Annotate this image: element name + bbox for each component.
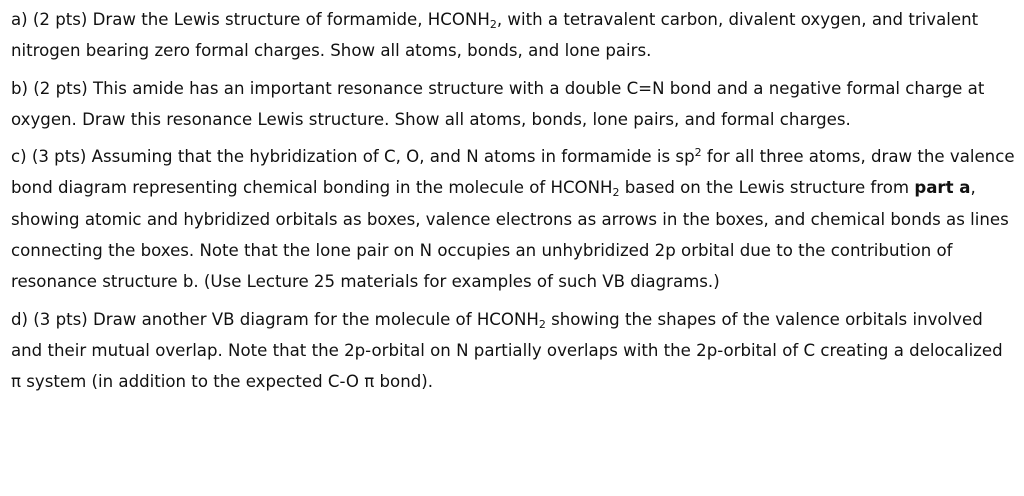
question-d-text-1: d) (3 pts) Draw another VB diagram for the molecule of HCONH xyxy=(11,309,539,329)
question-c-bold-reference: part a xyxy=(914,178,971,198)
question-c-subscript: 2 xyxy=(612,186,620,200)
question-d-subscript: 2 xyxy=(538,317,546,331)
question-d xyxy=(11,304,1017,398)
question-b xyxy=(11,73,1017,136)
question-c-superscript: 2 xyxy=(694,146,702,160)
question-b-text-1: b) (2 pts) This amide has an important resonance structure with a double C=N bond and a negative formal charge at oxygen. Draw this resonance Lewis structure. Show all atoms, bonds, lone pairs, and formal charges. xyxy=(11,78,985,129)
question-c-text-4: , showing atomic and hybridized orbitals as boxes, valence electrons as arrows in the boxes, and chemical bonds as lines connecting the boxes. Note that the lone pair on N occupies an unhybridized 2p orbital due to the contribution of resonance structure b. (Use Lecture 25 materials for examples of such VB diagrams.) xyxy=(11,178,1009,292)
question-c-text-3: based on the Lewis structure from xyxy=(619,178,915,198)
question-c-text-2: for all three atoms, draw the valence bond diagram representing chemical bonding in the molecule of HCONH xyxy=(11,147,1015,198)
question-a xyxy=(11,4,1017,67)
question-c-text-1: c) (3 pts) Assuming that the hybridization of C, O, and N atoms in formamide is sp xyxy=(11,147,695,167)
question-d-text-2: showing the shapes of the valence orbitals involved and their mutual overlap. Note that the 2p-orbital on N partially overlaps with the 2p-orbital of C creating a delocalized π system (in addition to the expected C-O π bond). xyxy=(11,309,1003,392)
question-c xyxy=(11,141,1017,297)
question-a-subscript: 2 xyxy=(489,18,497,31)
problem-sheet xyxy=(11,4,1017,398)
question-a-text-1: a) (2 pts) Draw the Lewis structure of formamide, HCONH xyxy=(11,10,490,29)
question-a-text-2: , with a tetravalent carbon, divalent oxygen, and trivalent nitrogen bearing zero formal charges. Show all atoms, bonds, and lone pairs. xyxy=(11,10,979,61)
